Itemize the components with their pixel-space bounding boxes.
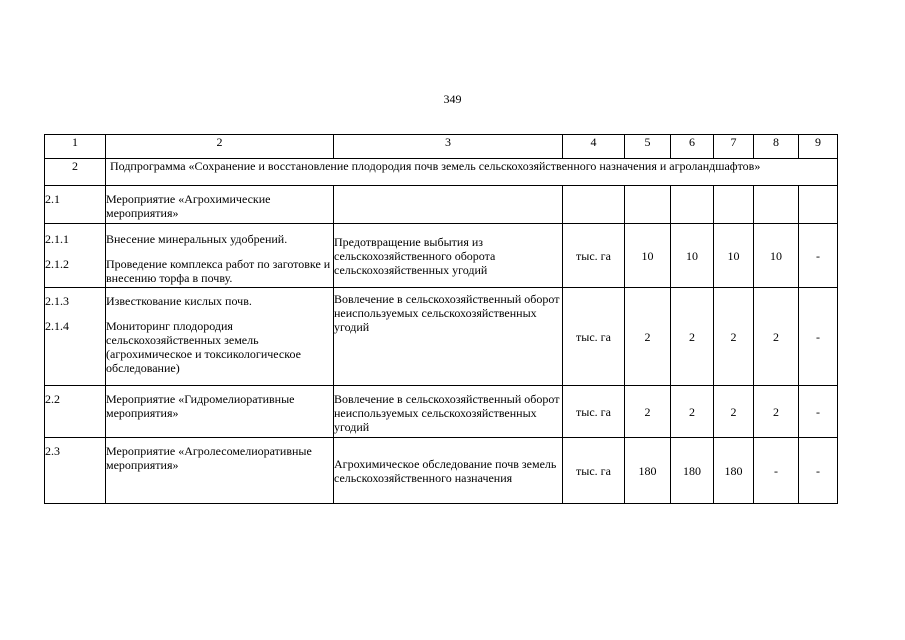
row-number: 2.1.4 — [45, 319, 69, 333]
header-row — [45, 135, 838, 159]
row-number: 2.1.2 — [45, 257, 69, 271]
value-cell: 10 — [714, 224, 754, 288]
subprogram-title: Подпрограмма «Сохранение и восстановление плодородия почв земель сельскохозяйственного назначения и агроландшафтов» — [106, 159, 838, 186]
table-row — [45, 288, 838, 386]
measure-name: Известкование кислых почв. — [106, 294, 252, 308]
unit-cell: тыс. га — [563, 386, 625, 438]
header-cell: 6 — [671, 135, 714, 159]
goal-text: Предотвращение выбытия из сельскохозяйственного оборота сельскохозяйственных угодий — [334, 224, 563, 288]
table-row — [45, 438, 838, 504]
value-cell: 2 — [671, 386, 714, 438]
goal-text: Вовлечение в сельскохозяйственный оборот неиспользуемых сельскохозяйственных угодий — [334, 288, 563, 386]
header-cell: 9 — [799, 135, 838, 159]
value-cell: 2 — [625, 288, 671, 386]
measure-name: Мероприятие «Агрохимические мероприятия» — [106, 186, 334, 224]
value-cell: 180 — [714, 438, 754, 504]
table-row — [45, 386, 838, 438]
row-number: 2.1.3 — [45, 294, 69, 308]
table-row — [45, 186, 838, 224]
goal-text: Вовлечение в сельскохозяйственный оборот неиспользуемых сельскохозяйственных угодий — [334, 386, 563, 438]
value-cell: 2 — [714, 288, 754, 386]
measure-name: Внесение минеральных удобрений. — [106, 232, 288, 246]
measure-name: Мероприятие «Агролесомелиоративные мероприятия» — [106, 438, 334, 504]
value-cell: 180 — [671, 438, 714, 504]
row-number: 2.2 — [45, 386, 106, 438]
value-cell: 10 — [754, 224, 799, 288]
row-number: 2.1.1 — [45, 232, 69, 246]
unit-cell: тыс. га — [563, 224, 625, 288]
header-cell: 7 — [714, 135, 754, 159]
row-number: 2.3 — [45, 438, 106, 504]
measure-name: Проведение комплекса работ по заготовке и внесению торфа в почву. — [106, 257, 331, 285]
subprogram-row — [45, 159, 838, 186]
value-cell: 10 — [625, 224, 671, 288]
value-cell: 2 — [754, 386, 799, 438]
header-cell: 1 — [45, 135, 106, 159]
value-cell: - — [754, 438, 799, 504]
page-number: 349 — [443, 92, 462, 106]
measure-name: Мероприятие «Гидромелиоративные мероприятия» — [106, 386, 334, 438]
header-cell: 3 — [334, 135, 563, 159]
value-cell: 2 — [671, 288, 714, 386]
header-cell: 8 — [754, 135, 799, 159]
value-cell: 180 — [625, 438, 671, 504]
value-cell: - — [799, 288, 838, 386]
row-number: 2 — [45, 159, 106, 186]
value-cell: 2 — [625, 386, 671, 438]
value-cell: 2 — [714, 386, 754, 438]
program-table — [44, 134, 838, 504]
header-cell: 2 — [106, 135, 334, 159]
header-cell: 4 — [563, 135, 625, 159]
header-cell: 5 — [625, 135, 671, 159]
value-cell: - — [799, 438, 838, 504]
unit-cell: тыс. га — [563, 288, 625, 386]
row-number: 2.1 — [45, 186, 106, 224]
value-cell: - — [799, 224, 838, 288]
unit-cell: тыс. га — [563, 438, 625, 504]
goal-text: Агрохимическое обследование почв земель сельскохозяйственного назначения — [334, 438, 563, 504]
value-cell: - — [799, 386, 838, 438]
value-cell: 2 — [754, 288, 799, 386]
value-cell: 10 — [671, 224, 714, 288]
measure-name: Мониторинг плодородия сельскохозяйственных земель (агрохимическое и токсикологическое обследование) — [106, 319, 301, 375]
table-row — [45, 224, 838, 288]
